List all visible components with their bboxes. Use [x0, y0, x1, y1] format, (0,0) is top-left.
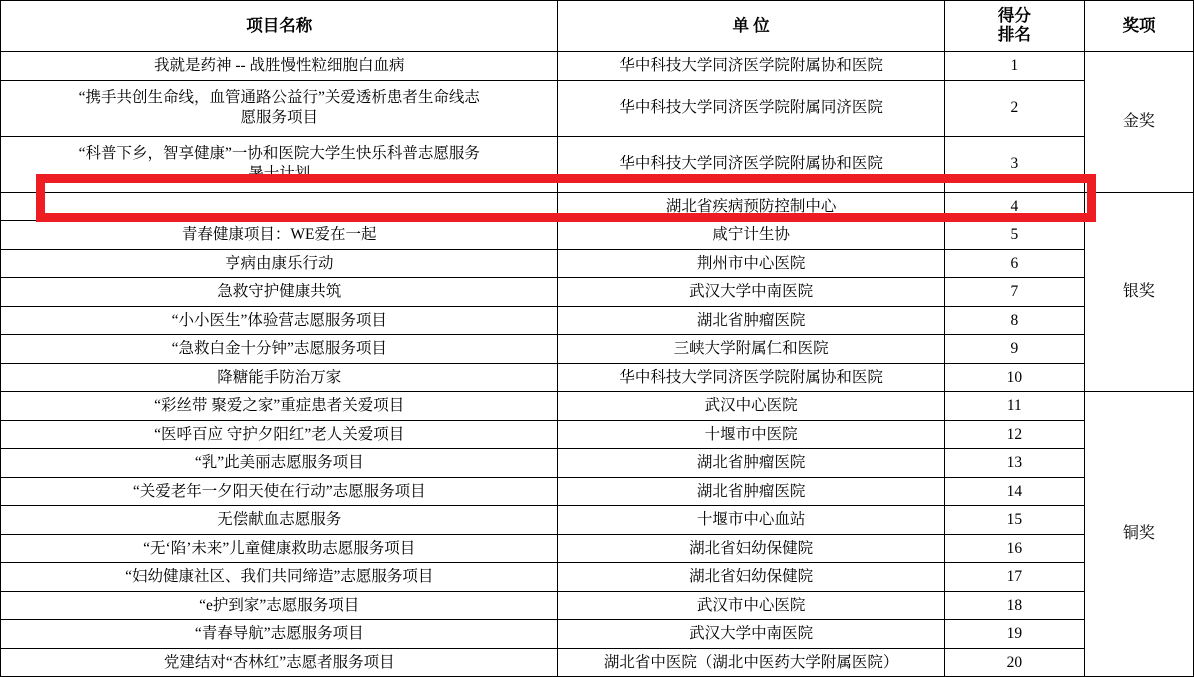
cell-rank: 8	[944, 306, 1084, 335]
cell-project-name: “妇幼健康社区、我们共同缔造”志愿服务项目	[1, 563, 558, 592]
cell-project-name-line2: 愿服务项目	[240, 109, 318, 126]
header-score-rank	[944, 1, 1084, 52]
table-row	[1, 506, 1194, 535]
table-row	[1, 363, 1194, 392]
cell-rank: 20	[944, 648, 1084, 677]
header-score-line1: 得分	[997, 6, 1031, 26]
cell-project-name	[1, 80, 558, 136]
cell-prize-silver: 银奖	[1084, 192, 1193, 392]
cell-rank: 12	[944, 420, 1084, 449]
cell-rank: 11	[944, 392, 1084, 421]
cell-project-name: 青春健康项目：WE爱在一起	[1, 221, 558, 250]
cell-rank: 19	[944, 620, 1084, 649]
table-row	[1, 648, 1194, 677]
cell-unit: 武汉市中心医院	[558, 591, 944, 620]
cell-rank: 13	[944, 449, 1084, 478]
cell-unit: 十堰市中医院	[558, 420, 944, 449]
cell-rank: 9	[944, 335, 1084, 364]
cell-rank: 17	[944, 563, 1084, 592]
cell-project-name: “青春导航”志愿服务项目	[1, 620, 558, 649]
cell-rank: 15	[944, 506, 1084, 535]
cell-project-name: 降糖能手防治万家	[1, 363, 558, 392]
cell-project-name: “急救白金十分钟”志愿服务项目	[1, 335, 558, 364]
table-row	[1, 278, 1194, 307]
cell-project-name: 亨病由康乐行动	[1, 249, 558, 278]
cell-unit: 湖北省妇幼保健院	[558, 534, 944, 563]
cell-project-name-line2: 暑十计划	[248, 165, 311, 182]
cell-rank: 16	[944, 534, 1084, 563]
cell-project-name: 党建结对“杏林红”志愿者服务项目	[1, 648, 558, 677]
cell-rank: 5	[944, 221, 1084, 250]
table-row	[1, 449, 1194, 478]
cell-project-name-line1: “携手共创生命线，血管通路公益行”关爱透析患者生命线志	[78, 88, 480, 106]
cell-unit: 武汉中心医院	[558, 392, 944, 421]
cell-unit: 湖北省肿瘤医院	[558, 449, 944, 478]
cell-project-name: 急救守护健康共筑	[1, 278, 558, 307]
cell-unit: 咸宁计生协	[558, 221, 944, 250]
cell-rank: 10	[944, 363, 1084, 392]
cell-project-name: “无‘陷’未来”儿童健康救助志愿服务项目	[1, 534, 558, 563]
cell-project-name: 无偿献血志愿服务	[1, 506, 558, 535]
cell-unit: 荆州市中心医院	[558, 249, 944, 278]
cell-rank: 3	[944, 136, 1084, 192]
table-row	[1, 392, 1194, 421]
header-prize: 奖项	[1084, 1, 1193, 52]
cell-rank: 4	[944, 192, 1084, 221]
cell-unit: 湖北省肿瘤医院	[558, 306, 944, 335]
table-row	[1, 192, 1194, 221]
table-row	[1, 136, 1194, 192]
cell-project-name: “彩丝带 聚爱之家”重症患者关爱项目	[1, 392, 558, 421]
table-header-row	[1, 1, 1194, 52]
cell-unit: 华中科技大学同济医学院附属同济医院	[558, 80, 944, 136]
cell-project-name: “关爱老年一夕阳天使在行动”志愿服务项目	[1, 477, 558, 506]
table-row	[1, 477, 1194, 506]
table-row	[1, 420, 1194, 449]
cell-unit: 武汉大学中南医院	[558, 278, 944, 307]
header-unit: 单 位	[558, 1, 944, 52]
cell-unit: 湖北省肿瘤医院	[558, 477, 944, 506]
cell-project-name: “小小医生”体验营志愿服务项目	[1, 306, 558, 335]
cell-unit: 湖北省妇幼保健院	[558, 563, 944, 592]
cell-rank: 18	[944, 591, 1084, 620]
table-row	[1, 591, 1194, 620]
cell-project-name-line1: “科普下乡，智享健康”一协和医院大学生快乐科普志愿服务	[78, 144, 480, 162]
table-row	[1, 52, 1194, 81]
cell-unit: 华中科技大学同济医学院附属协和医院	[558, 136, 944, 192]
cell-unit: 十堰市中心血站	[558, 506, 944, 535]
cell-project-name	[1, 136, 558, 192]
table-row	[1, 306, 1194, 335]
cell-unit: 三峡大学附属仁和医院	[558, 335, 944, 364]
table-row-highlighted	[1, 221, 1194, 250]
cell-rank: 1	[944, 52, 1084, 81]
cell-unit: 华中科技大学同济医学院附属协和医院	[558, 52, 944, 81]
cell-rank: 14	[944, 477, 1084, 506]
header-project-name: 项目名称	[1, 1, 558, 52]
cell-prize-gold: 金奖	[1084, 52, 1193, 193]
cell-unit: 湖北省中医院（湖北中医药大学附属医院）	[558, 648, 944, 677]
table-row	[1, 620, 1194, 649]
cell-project-name: “医呼百应 守护夕阳红”老人关爱项目	[1, 420, 558, 449]
table-row	[1, 80, 1194, 136]
cell-project-name: “乳”此美丽志愿服务项目	[1, 449, 558, 478]
cell-unit: 武汉大学中南医院	[558, 620, 944, 649]
cell-rank: 2	[944, 80, 1084, 136]
table-body	[1, 52, 1194, 677]
cell-project-name: 我就是药神 -- 战胜慢性粒细胞白血病	[1, 52, 558, 81]
cell-unit: 湖北省疾病预防控制中心	[558, 192, 944, 221]
cell-rank: 6	[944, 249, 1084, 278]
cell-project-name: “e护到家”志愿服务项目	[1, 591, 558, 620]
cell-rank: 7	[944, 278, 1084, 307]
table-row	[1, 563, 1194, 592]
table-row	[1, 249, 1194, 278]
table-row	[1, 534, 1194, 563]
cell-project-name	[1, 192, 558, 221]
cell-unit: 华中科技大学同济医学院附属协和医院	[558, 363, 944, 392]
header-score-line2: 排名	[997, 25, 1031, 44]
table-row	[1, 335, 1194, 364]
cell-prize-bronze: 铜奖	[1084, 392, 1193, 677]
table-header	[1, 1, 1194, 52]
